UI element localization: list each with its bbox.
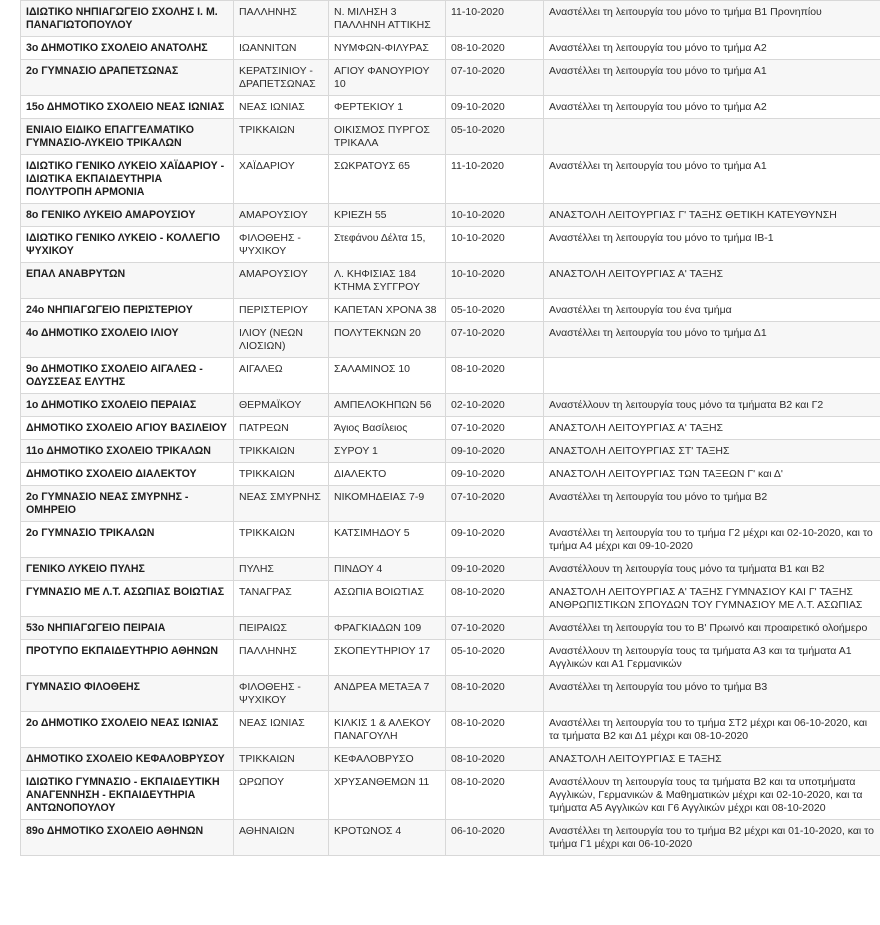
school-name: ΓΕΝΙΚΟ ΛΥΚΕΙΟ ΠΥΛΗΣ — [21, 558, 234, 581]
date: 05-10-2020 — [446, 299, 544, 322]
school-name: 8ο ΓΕΝΙΚΟ ΛΥΚΕΙΟ ΑΜΑΡΟΥΣΙΟΥ — [21, 204, 234, 227]
school-name: ΙΔΙΩΤΙΚΟ ΓΕΝΙΚΟ ΛΥΚΕΙΟ - ΚΟΛΛΕΓΙΟ ΨΥΧΙΚΟΥ — [21, 227, 234, 263]
municipality: ΑΘΗΝΑΙΩΝ — [234, 820, 329, 856]
table-row — [21, 1, 880, 37]
date: 09-10-2020 — [446, 558, 544, 581]
table-row — [21, 37, 880, 60]
table-row — [21, 96, 880, 119]
table-row — [21, 463, 880, 486]
school-name: 2ο ΓΥΜΝΑΣΙΟ ΤΡΙΚΑΛΩΝ — [21, 522, 234, 558]
note: Αναστέλλει τη λειτουργία του ένα τμήμα — [544, 299, 880, 322]
table-row — [21, 60, 880, 96]
date: 09-10-2020 — [446, 96, 544, 119]
note — [544, 358, 880, 394]
address: Ν. ΜΙΛΗΣΗ 3 ΠΑΛΛΗΝΗ ΑΤΤΙΚΗΣ — [329, 1, 446, 37]
note: Αναστέλλει τη λειτουργία του μόνο το τμήμα Α2 — [544, 37, 880, 60]
table-row — [21, 640, 880, 676]
table-row — [21, 676, 880, 712]
school-name: 53ο ΝΗΠΙΑΓΩΓΕΙΟ ΠΕΙΡΑΙΑ — [21, 617, 234, 640]
note: ΑΝΑΣΤΟΛΗ ΛΕΙΤΟΥΡΓΙΑΣ ΤΩΝ ΤΑΞΕΩΝ Γ' και Δ' — [544, 463, 880, 486]
address: ΠΙΝΔΟΥ 4 — [329, 558, 446, 581]
table-row — [21, 712, 880, 748]
table-row — [21, 394, 880, 417]
school-name: ΙΔΙΩΤΙΚΟ ΓΕΝΙΚΟ ΛΥΚΕΙΟ ΧΑΪΔΑΡΙΟΥ - ΙΔΙΩΤΙΚΑ ΕΚΠΑΙΔΕΥΤΗΡΙΑ ΠΟΛΥΤΡΟΠΗ ΑΡΜΟΝΙΑ — [21, 155, 234, 204]
address: ΣΥΡΟΥ 1 — [329, 440, 446, 463]
address: ΝΙΚΟΜΗΔΕΙΑΣ 7-9 — [329, 486, 446, 522]
note: ΑΝΑΣΤΟΛΗ ΛΕΙΤΟΥΡΓΙΑΣ Α' ΤΑΞΗΣ ΓΥΜΝΑΣΙΟΥ ΚΑΙ Γ' ΤΑΞΗΣ ΑΝΘΡΩΠΙΣΤΙΚΩΝ ΣΠΟΥΔΩΝ ΤΟΥ ΓΥΜΝΑΣΙΟΥ ΜΕ Λ.Τ. ΑΣΩΠΙΑΣ — [544, 581, 880, 617]
school-name: ΔΗΜΟΤΙΚΟ ΣΧΟΛΕΙΟ ΔΙΑΛΕΚΤΟΥ — [21, 463, 234, 486]
municipality: ΩΡΩΠΟΥ — [234, 771, 329, 820]
school-name: ΔΗΜΟΤΙΚΟ ΣΧΟΛΕΙΟ ΚΕΦΑΛΟΒΡΥΣΟΥ — [21, 748, 234, 771]
date: 09-10-2020 — [446, 440, 544, 463]
note: ΑΝΑΣΤΟΛΗ ΛΕΙΤΟΥΡΓΙΑΣ Γ' ΤΑΞΗΣ ΘΕΤΙΚΗ ΚΑΤΕΥΘΥΝΣΗ — [544, 204, 880, 227]
municipality: ΑΜΑΡΟΥΣΙΟΥ — [234, 204, 329, 227]
municipality: ΠΑΤΡΕΩΝ — [234, 417, 329, 440]
school-name: 9ο ΔΗΜΟΤΙΚΟ ΣΧΟΛΕΙΟ ΑΙΓΑΛΕΩ - ΟΔΥΣΣΕΑΣ ΕΛΥΤΗΣ — [21, 358, 234, 394]
municipality: ΤΡΙΚΚΑΙΩΝ — [234, 440, 329, 463]
address: Άγιος Βασίλειος — [329, 417, 446, 440]
address: ΣΩΚΡΑΤΟΥΣ 65 — [329, 155, 446, 204]
date: 08-10-2020 — [446, 712, 544, 748]
municipality: ΘΕΡΜΑΪΚΟΥ — [234, 394, 329, 417]
table-row — [21, 263, 880, 299]
municipality: ΦΙΛΟΘΕΗΣ - ΨΥΧΙΚΟΥ — [234, 227, 329, 263]
address: ΚΑΠΕΤΑΝ ΧΡΟΝΑ 38 — [329, 299, 446, 322]
note: ΑΝΑΣΤΟΛΗ ΛΕΙΤΟΥΡΓΙΑΣ ΣΤ' ΤΑΞΗΣ — [544, 440, 880, 463]
date: 08-10-2020 — [446, 581, 544, 617]
date: 09-10-2020 — [446, 463, 544, 486]
school-name: 3ο ΔΗΜΟΤΙΚΟ ΣΧΟΛΕΙΟ ΑΝΑΤΟΛΗΣ — [21, 37, 234, 60]
note: Αναστέλλει τη λειτουργία του μόνο το τμήμα Β1 Προνηπίου — [544, 1, 880, 37]
school-name: ΔΗΜΟΤΙΚΟ ΣΧΟΛΕΙΟ ΑΓΙΟΥ ΒΑΣΙΛΕΙΟΥ — [21, 417, 234, 440]
note: Αναστέλλουν τη λειτουργία τους μόνο τα τμήματα Β2 και Γ2 — [544, 394, 880, 417]
municipality: ΤΡΙΚΚΑΙΩΝ — [234, 748, 329, 771]
note: Αναστέλλει τη λειτουργία του το Β' Πρωινό και προαιρετικό ολοήμερο — [544, 617, 880, 640]
date: 08-10-2020 — [446, 748, 544, 771]
address: ΚΡΙΕΖΗ 55 — [329, 204, 446, 227]
note: ΑΝΑΣΤΟΛΗ ΛΕΙΤΟΥΡΓΙΑΣ Ε ΤΑΞΗΣ — [544, 748, 880, 771]
date: 10-10-2020 — [446, 204, 544, 227]
note: Αναστέλλει τη λειτουργία του το τμήμα ΣΤ2 μέχρι και 06-10-2020, και τα τμήματα Β2 και Δ1 μέχρι και 08-10-2020 — [544, 712, 880, 748]
address: ΧΡΥΣΑΝΘΕΜΩΝ 11 — [329, 771, 446, 820]
school-name: ΙΔΙΩΤΙΚΟ ΓΥΜΝΑΣΙΟ - ΕΚΠΑΙΔΕΥΤΙΚΗ ΑΝΑΓΕΝΝΗΣΗ - ΕΚΠΑΙΔΕΥΤΗΡΙΑ ΑΝΤΩΝΟΠΟΥΛΟΥ — [21, 771, 234, 820]
municipality: ΙΛΙΟΥ (ΝΕΩΝ ΛΙΟΣΙΩΝ) — [234, 322, 329, 358]
date: 02-10-2020 — [446, 394, 544, 417]
school-name: ΠΡΟΤΥΠΟ ΕΚΠΑΙΔΕΥΤΗΡΙΟ ΑΘΗΝΩΝ — [21, 640, 234, 676]
municipality: ΧΑΪΔΑΡΙΟΥ — [234, 155, 329, 204]
school-name: ΙΔΙΩΤΙΚΟ ΝΗΠΙΑΓΩΓΕΙΟ ΣΧΟΛΗΣ Ι. Μ. ΠΑΝΑΓΙΩΤΟΠΟΥΛΟΥ — [21, 1, 234, 37]
address: ΣΚΟΠΕΥΤΗΡΙΟΥ 17 — [329, 640, 446, 676]
address: ΚΑΤΣΙΜΗΔΟΥ 5 — [329, 522, 446, 558]
address: ΣΑΛΑΜΙΝΟΣ 10 — [329, 358, 446, 394]
note: Αναστέλλει τη λειτουργία του μόνο το τμήμα Β2 — [544, 486, 880, 522]
date: 11-10-2020 — [446, 1, 544, 37]
table-row — [21, 299, 880, 322]
municipality: ΑΙΓΑΛΕΩ — [234, 358, 329, 394]
table-row — [21, 486, 880, 522]
note: ΑΝΑΣΤΟΛΗ ΛΕΙΤΟΥΡΓΙΑΣ Α' ΤΑΞΗΣ — [544, 263, 880, 299]
address: Στεφάνου Δέλτα 15, — [329, 227, 446, 263]
address: ΑΓΙΟΥ ΦΑΝΟΥΡΙΟΥ 10 — [329, 60, 446, 96]
municipality: ΠΕΡΙΣΤΕΡΙΟΥ — [234, 299, 329, 322]
date: 08-10-2020 — [446, 676, 544, 712]
school-name: 2ο ΔΗΜΟΤΙΚΟ ΣΧΟΛΕΙΟ ΝΕΑΣ ΙΩΝΙΑΣ — [21, 712, 234, 748]
date: 07-10-2020 — [446, 486, 544, 522]
date: 08-10-2020 — [446, 771, 544, 820]
municipality: ΤΡΙΚΚΑΙΩΝ — [234, 119, 329, 155]
address: ΦΕΡΤΕΚΙΟΥ 1 — [329, 96, 446, 119]
school-name: 1ο ΔΗΜΟΤΙΚΟ ΣΧΟΛΕΙΟ ΠΕΡΑΙΑΣ — [21, 394, 234, 417]
note: Αναστέλλουν τη λειτουργία τους τα τμήματα Α3 και τα τμήματα Α1 Αγγλικών και Α1 Γερμανικών — [544, 640, 880, 676]
table-row — [21, 155, 880, 204]
school-name: 2ο ΓΥΜΝΑΣΙΟ ΝΕΑΣ ΣΜΥΡΝΗΣ - ΟΜΗΡΕΙΟ — [21, 486, 234, 522]
address: ΑΣΩΠΙΑ ΒΟΙΩΤΙΑΣ — [329, 581, 446, 617]
school-name: 89ο ΔΗΜΟΤΙΚΟ ΣΧΟΛΕΙΟ ΑΘΗΝΩΝ — [21, 820, 234, 856]
school-name: 11ο ΔΗΜΟΤΙΚΟ ΣΧΟΛΕΙΟ ΤΡΙΚΑΛΩΝ — [21, 440, 234, 463]
municipality: ΤΡΙΚΚΑΙΩΝ — [234, 463, 329, 486]
table-row — [21, 417, 880, 440]
municipality: ΠΑΛΛΗΝΗΣ — [234, 640, 329, 676]
table-row — [21, 227, 880, 263]
address: ΝΥΜΦΩΝ-ΦΙΛΥΡΑΣ — [329, 37, 446, 60]
date: 08-10-2020 — [446, 37, 544, 60]
municipality: ΠΕΙΡΑΙΩΣ — [234, 617, 329, 640]
note: Αναστέλλει τη λειτουργία του μόνο το τμήμα Α2 — [544, 96, 880, 119]
table-row — [21, 581, 880, 617]
municipality: ΙΩΑΝΝΙΤΩΝ — [234, 37, 329, 60]
date: 05-10-2020 — [446, 640, 544, 676]
school-name: 4ο ΔΗΜΟΤΙΚΟ ΣΧΟΛΕΙΟ ΙΛΙΟΥ — [21, 322, 234, 358]
table-row — [21, 748, 880, 771]
municipality: ΦΙΛΟΘΕΗΣ - ΨΥΧΙΚΟΥ — [234, 676, 329, 712]
note: Αναστέλλει τη λειτουργία του το τμήμα Β2 μέχρι και 01-10-2020, και το τμήμα Γ1 μέχρι και 06-10-2020 — [544, 820, 880, 856]
table-body — [21, 1, 880, 856]
school-name: ΓΥΜΝΑΣΙΟ ΜΕ Λ.Τ. ΑΣΩΠΙΑΣ ΒΟΙΩΤΙΑΣ — [21, 581, 234, 617]
note: Αναστέλλει τη λειτουργία του μόνο το τμήμα ΙΒ-1 — [544, 227, 880, 263]
table-row — [21, 119, 880, 155]
table-row — [21, 617, 880, 640]
address: ΦΡΑΓΚΙΑΔΩΝ 109 — [329, 617, 446, 640]
address: ΟΙΚΙΣΜΟΣ ΠΥΡΓΟΣ ΤΡΙΚΑΛΑ — [329, 119, 446, 155]
note: Αναστέλλει τη λειτουργία του μόνο το τμήμα Β3 — [544, 676, 880, 712]
table-row — [21, 522, 880, 558]
municipality: ΑΜΑΡΟΥΣΙΟΥ — [234, 263, 329, 299]
table-row — [21, 440, 880, 463]
date: 07-10-2020 — [446, 60, 544, 96]
table-row — [21, 322, 880, 358]
address: ΚΡΟΤΩΝΟΣ 4 — [329, 820, 446, 856]
school-name: ΕΝΙΑΙΟ ΕΙΔΙΚΟ ΕΠΑΓΓΕΛΜΑΤΙΚΟ ΓΥΜΝΑΣΙΟ-ΛΥΚΕΙΟ ΤΡΙΚΑΛΩΝ — [21, 119, 234, 155]
address: ΚΙΛΚΙΣ 1 & ΑΛΕΚΟΥ ΠΑΝΑΓΟΥΛΗ — [329, 712, 446, 748]
table-row — [21, 558, 880, 581]
date: 11-10-2020 — [446, 155, 544, 204]
address: ΑΜΠΕΛΟΚΗΠΩΝ 56 — [329, 394, 446, 417]
date: 05-10-2020 — [446, 119, 544, 155]
table-row — [21, 358, 880, 394]
school-name: ΓΥΜΝΑΣΙΟ ΦΙΛΟΘΕΗΣ — [21, 676, 234, 712]
school-closures-table — [20, 0, 880, 856]
school-name: 2ο ΓΥΜΝΑΣΙΟ ΔΡΑΠΕΤΣΩΝΑΣ — [21, 60, 234, 96]
note: Αναστέλλει τη λειτουργία του μόνο το τμήμα Α1 — [544, 60, 880, 96]
address: Λ. ΚΗΦΙΣΙΑΣ 184 ΚΤΗΜΑ ΣΥΓΓΡΟΥ — [329, 263, 446, 299]
note — [544, 119, 880, 155]
municipality: ΝΕΑΣ ΙΩΝΙΑΣ — [234, 96, 329, 119]
note: ΑΝΑΣΤΟΛΗ ΛΕΙΤΟΥΡΓΙΑΣ Α' ΤΑΞΗΣ — [544, 417, 880, 440]
address: ΑΝΔΡΕΑ ΜΕΤΑΞΑ 7 — [329, 676, 446, 712]
municipality: ΝΕΑΣ ΣΜΥΡΝΗΣ — [234, 486, 329, 522]
school-name: ΕΠΑΛ ΑΝΑΒΡΥΤΩΝ — [21, 263, 234, 299]
address: ΔΙΑΛΕΚΤΟ — [329, 463, 446, 486]
address: ΚΕΦΑΛΟΒΡΥΣΟ — [329, 748, 446, 771]
date: 09-10-2020 — [446, 522, 544, 558]
municipality: ΝΕΑΣ ΙΩΝΙΑΣ — [234, 712, 329, 748]
note: Αναστέλλουν τη λειτουργία τους τα τμήματα Β2 και τα υποτμήματα Αγγλικών, Γερμανικών & Μαθηματικών μέχρι και 02-10-2020, και τα τμήματα Α5 Αγγλικών και Γ6 Αγγλικών μέχρι και 08-10-2020 — [544, 771, 880, 820]
note: Αναστέλλει τη λειτουργία του μόνο το τμήμα Δ1 — [544, 322, 880, 358]
note: Αναστέλλει τη λειτουργία του το τμήμα Γ2 μέχρι και 02-10-2020, και το τμήμα Α4 μέχρι και 09-10-2020 — [544, 522, 880, 558]
table-row — [21, 771, 880, 820]
address: ΠΟΛΥΤΕΚΝΩΝ 20 — [329, 322, 446, 358]
date: 08-10-2020 — [446, 358, 544, 394]
date: 10-10-2020 — [446, 263, 544, 299]
table-row — [21, 820, 880, 856]
municipality: ΠΥΛΗΣ — [234, 558, 329, 581]
date: 07-10-2020 — [446, 617, 544, 640]
note: Αναστέλλουν τη λειτουργία τους μόνο τα τμήματα Β1 και Β2 — [544, 558, 880, 581]
municipality: ΠΑΛΛΗΝΗΣ — [234, 1, 329, 37]
note: Αναστέλλει τη λειτουργία του μόνο το τμήμα Α1 — [544, 155, 880, 204]
date: 10-10-2020 — [446, 227, 544, 263]
school-name: 24ο ΝΗΠΙΑΓΩΓΕΙΟ ΠΕΡΙΣΤΕΡΙΟΥ — [21, 299, 234, 322]
municipality: ΤΑΝΑΓΡΑΣ — [234, 581, 329, 617]
date: 07-10-2020 — [446, 322, 544, 358]
date: 07-10-2020 — [446, 417, 544, 440]
date: 06-10-2020 — [446, 820, 544, 856]
closures-table-container — [20, 0, 880, 856]
table-row — [21, 204, 880, 227]
school-name: 15ο ΔΗΜΟΤΙΚΟ ΣΧΟΛΕΙΟ ΝΕΑΣ ΙΩΝΙΑΣ — [21, 96, 234, 119]
municipality: ΚΕΡΑΤΣΙΝΙΟΥ - ΔΡΑΠΕΤΣΩΝΑΣ — [234, 60, 329, 96]
municipality: ΤΡΙΚΚΑΙΩΝ — [234, 522, 329, 558]
